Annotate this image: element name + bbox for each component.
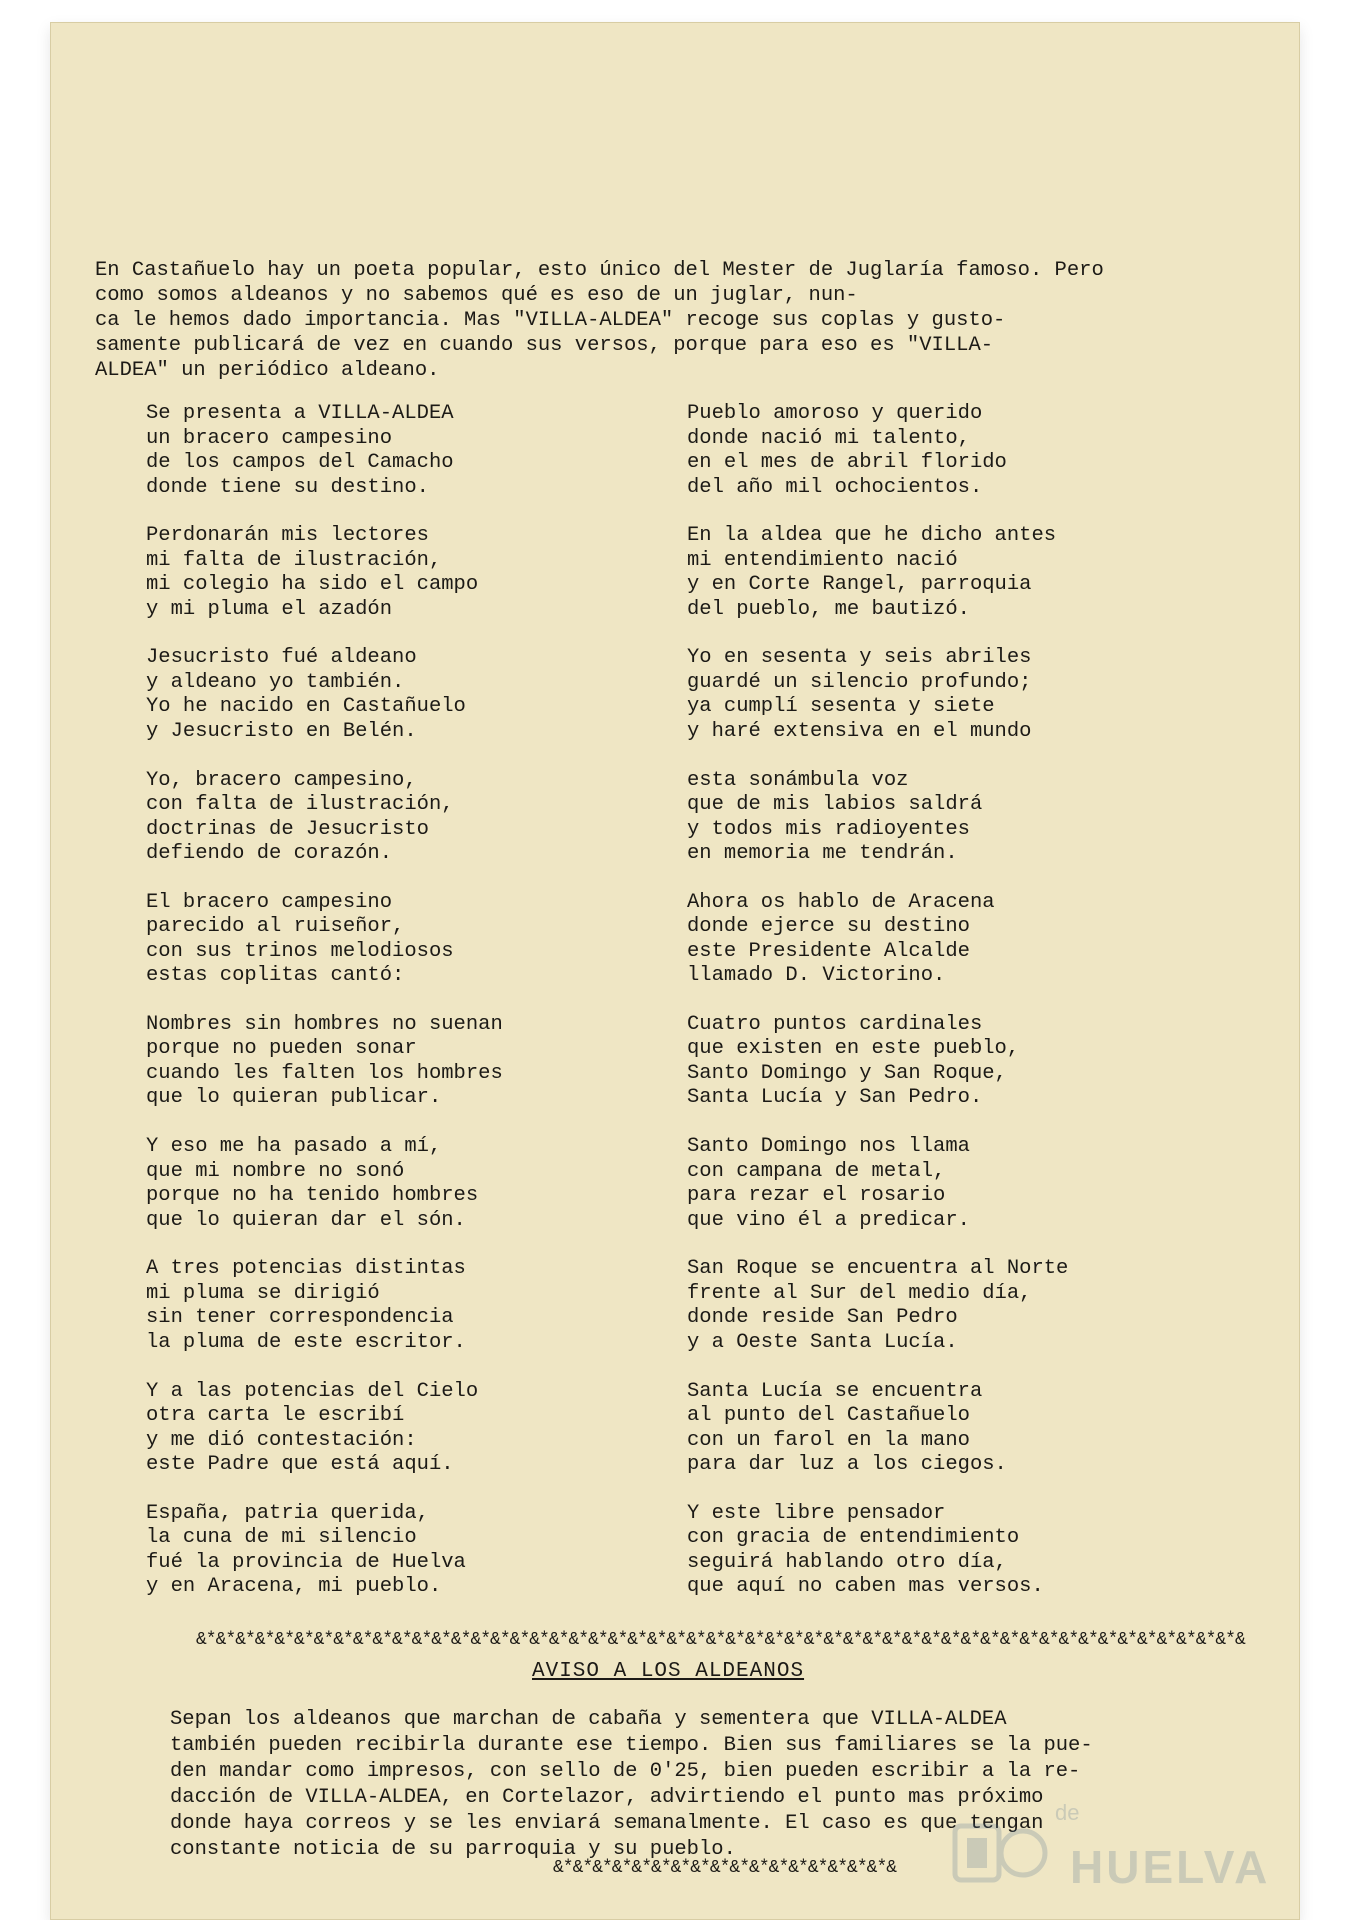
- stanza: esta sonámbula voz que de mis labios saldrá y todos mis radioyentes en memoria me tendrán.: [687, 768, 983, 866]
- stanza: Pueblo amoroso y querido donde nació mi talento, en el mes de abril florido del año mil ochocientos.: [687, 402, 1007, 499]
- poem-right-column: [687, 402, 1157, 1624]
- archive-seal-icon: [945, 1818, 1055, 1888]
- stanza: Se presenta a VILLA-ALDEA un bracero campesino de los campos del Camacho donde tiene su destino.: [146, 402, 454, 499]
- stanza: Nombres sin hombres no suenan porque no pueden sonar cuando les falten los hombres que lo quieran publicar.: [146, 1012, 503, 1110]
- intro-paragraph: En Castañuelo hay un poeta popular, esto único del Mester de Juglaría famoso. Pero como somos aldeanos y no sabemos qué es eso de un juglar, nun- ca le hemos dado importancia. Mas "VILLA-ALDEA" recoge sus coplas y gusto- samente publicará de vez en cuando sus versos, porque para eso es "VILLA- ALDEA" un periódico aldeano.: [95, 259, 1104, 382]
- notice-title: AVISO A LOS ALDEANOS: [532, 1660, 805, 1683]
- stanza: San Roque se encuentra al Norte frente al Sur del medio día, donde reside San Pedro y a Oeste Santa Lucía.: [687, 1257, 1069, 1354]
- stanza: Y a las potencias del Cielo otra carta le escribí y me dió contestación: este Padre que está aquí.: [146, 1379, 479, 1476]
- watermark-text: HUELVA: [1070, 1841, 1271, 1893]
- watermark-prefix: de: [1055, 1800, 1080, 1825]
- stanza: España, patria querida, la cuna de mi silencio fué la provincia de Huelva y en Aracena, mi pueblo.: [146, 1501, 466, 1599]
- stanza: Jesucristo fué aldeano y aldeano yo también. Yo he nacido en Castañuelo y Jesucristo en Belén.: [146, 646, 466, 743]
- stanza: Santo Domingo nos llama con campana de metal, para rezar el rosario que vino él a predicar.: [687, 1135, 970, 1232]
- stanza: Ahora os hablo de Aracena donde ejerce su destino este Presidente Alcalde llamado D. Victorino.: [687, 890, 995, 988]
- notice-body: Sepan los aldeanos que marchan de cabaña y sementera que VILLA-ALDEA también pueden recibirla durante ese tiempo. Bien sus familiares se la pue- den mandar como impresos, con sello de 0'25, bien pueden escribir a la re- dacción de VILLA-ALDEA, en Cortelazor, advirtiendo el punto mas próximo donde haya correos y se les enviará semanalmente. El caso es que tengan constante noticia de su parroquia y su pueblo.: [170, 1708, 1093, 1861]
- stanza: A tres potencias distintas mi pluma se dirigió sin tener correspondencia la pluma de este escritor.: [146, 1257, 466, 1354]
- ornament-divider-short: &*&*&*&*&*&*&*&*&*&*&*&*&*&*&*&*&*&: [553, 1858, 897, 1878]
- stanza: Santa Lucía se encuentra al punto del Castañuelo con un farol en la mano para dar luz a los ciegos.: [687, 1379, 1007, 1476]
- stanza: Yo, bracero campesino, con falta de ilustración, doctrinas de Jesucristo defiendo de corazón.: [146, 768, 454, 866]
- stanza: El bracero campesino parecido al ruiseñor, con sus trinos melodiosos estas coplitas cantó:: [146, 890, 454, 988]
- stanza: Yo en sesenta y seis abriles guardé un silencio profundo; ya cumplí sesenta y siete y haré extensiva en el mundo: [687, 646, 1032, 743]
- stanza: Y eso me ha pasado a mí, que mi nombre no sonó porque no ha tenido hombres que lo quieran dar el són.: [146, 1135, 479, 1232]
- stanza: Perdonarán mis lectores mi falta de ilustración, mi colegio ha sido el campo y mi pluma el azadón: [146, 524, 479, 621]
- stanza: Cuatro puntos cardinales que existen en este pueblo, Santo Domingo y San Roque, Santa Lucía y San Pedro.: [687, 1012, 1020, 1110]
- ornament-divider: &*&*&*&*&*&*&*&*&*&*&*&*&*&*&*&*&*&*&*&*&*&*&*&*&*&*&*&*&*&*&*&*&*&*&*&*&*&*&*&*&*&*&*&*&*&*&*&*&*&*&*&*&*&: [196, 1630, 1245, 1650]
- stanza: Y este libre pensador con gracia de entendimiento seguirá hablando otro día, que aquí no caben mas versos.: [687, 1501, 1044, 1599]
- stanza: En la aldea que he dicho antes mi entendimiento nació y en Corte Rangel, parroquia del pueblo, me bautizó.: [687, 524, 1057, 621]
- poem-left-column: [146, 402, 616, 1624]
- archive-watermark: [945, 1800, 1275, 1900]
